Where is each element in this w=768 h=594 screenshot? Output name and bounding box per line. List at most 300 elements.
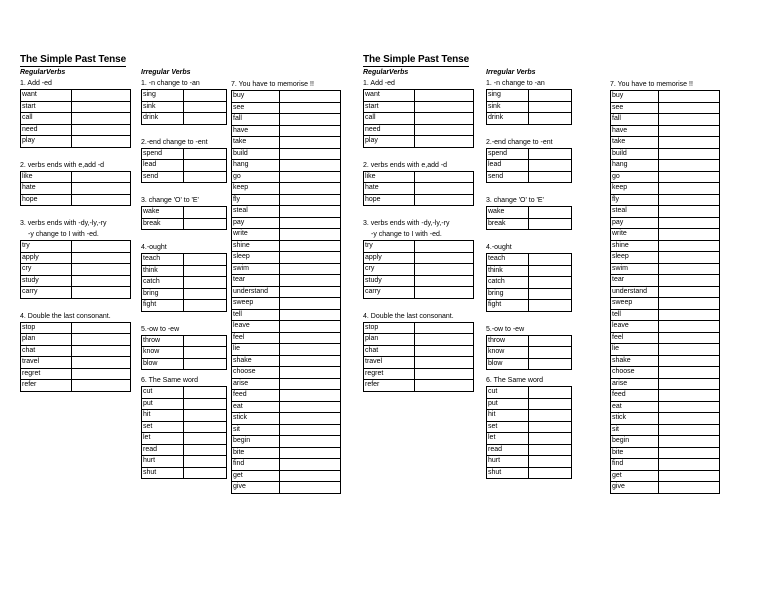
answer-cell[interactable] xyxy=(659,114,720,126)
answer-cell[interactable] xyxy=(72,136,131,148)
verb-cell: buy xyxy=(611,91,659,103)
answer-cell[interactable] xyxy=(184,398,227,410)
verb-cell: read xyxy=(487,444,529,456)
answer-cell[interactable] xyxy=(280,252,341,264)
answer-cell[interactable] xyxy=(184,277,227,289)
answer-cell[interactable] xyxy=(529,410,572,422)
verb-cell: like xyxy=(21,171,72,183)
answer-cell[interactable] xyxy=(280,321,341,333)
answer-cell[interactable] xyxy=(184,300,227,312)
answer-cell[interactable] xyxy=(184,335,227,347)
regular-verbs-column xyxy=(363,68,474,392)
verb-cell: drink xyxy=(142,113,184,125)
verb-cell: understand xyxy=(611,286,659,298)
verb-cell: send xyxy=(142,171,184,183)
answer-cell[interactable] xyxy=(415,90,474,102)
answer-cell[interactable] xyxy=(280,413,341,425)
answer-cell[interactable] xyxy=(72,368,131,380)
verb-cell: let xyxy=(487,433,529,445)
verb-row xyxy=(142,288,227,300)
verb-row xyxy=(142,277,227,289)
answer-cell[interactable] xyxy=(415,113,474,125)
answer-cell[interactable] xyxy=(659,160,720,172)
answer-cell[interactable] xyxy=(659,217,720,229)
answer-cell[interactable] xyxy=(529,347,572,359)
verb-row xyxy=(611,309,720,321)
answer-cell[interactable] xyxy=(415,334,474,346)
verb-cell: refer xyxy=(21,380,72,392)
title-underline xyxy=(363,66,469,67)
answer-cell[interactable] xyxy=(415,124,474,136)
verb-table xyxy=(141,335,227,371)
answer-cell[interactable] xyxy=(529,444,572,456)
answer-cell[interactable] xyxy=(72,171,131,183)
verb-row xyxy=(611,436,720,448)
verb-row xyxy=(232,459,341,471)
verb-table xyxy=(363,171,474,207)
verb-cell: travel xyxy=(21,357,72,369)
answer-cell[interactable] xyxy=(659,355,720,367)
verb-row xyxy=(232,206,341,218)
verb-cell: shine xyxy=(232,240,280,252)
answer-cell[interactable] xyxy=(72,183,131,195)
group-heading: 4. Double the last consonant. xyxy=(20,312,111,320)
verb-row xyxy=(611,252,720,264)
verb-cell: teach xyxy=(142,254,184,266)
verb-row xyxy=(232,217,341,229)
verb-cell: start xyxy=(364,101,415,113)
answer-cell[interactable] xyxy=(280,344,341,356)
answer-cell[interactable] xyxy=(184,387,227,399)
answer-cell[interactable] xyxy=(529,288,572,300)
verb-cell: lie xyxy=(232,344,280,356)
answer-cell[interactable] xyxy=(529,148,572,160)
verb-cell: blow xyxy=(142,358,184,370)
answer-cell[interactable] xyxy=(659,321,720,333)
verb-cell: sweep xyxy=(232,298,280,310)
answer-cell[interactable] xyxy=(659,332,720,344)
answer-cell[interactable] xyxy=(184,171,227,183)
verb-row xyxy=(364,380,474,392)
answer-cell[interactable] xyxy=(659,436,720,448)
answer-cell[interactable] xyxy=(280,378,341,390)
answer-cell[interactable] xyxy=(280,148,341,160)
answer-cell[interactable] xyxy=(659,447,720,459)
answer-cell[interactable] xyxy=(659,240,720,252)
answer-cell[interactable] xyxy=(280,240,341,252)
answer-cell[interactable] xyxy=(280,309,341,321)
answer-cell[interactable] xyxy=(72,124,131,136)
answer-cell[interactable] xyxy=(280,286,341,298)
answer-cell[interactable] xyxy=(415,101,474,113)
answer-cell[interactable] xyxy=(415,136,474,148)
answer-cell[interactable] xyxy=(280,217,341,229)
answer-cell[interactable] xyxy=(72,322,131,334)
verb-row xyxy=(21,275,131,287)
verb-cell: steal xyxy=(232,206,280,218)
answer-cell[interactable] xyxy=(72,275,131,287)
answer-cell[interactable] xyxy=(415,368,474,380)
answer-cell[interactable] xyxy=(659,91,720,103)
verb-table xyxy=(486,253,572,312)
verb-row xyxy=(611,470,720,482)
verb-cell: lie xyxy=(611,344,659,356)
verb-row xyxy=(21,287,131,299)
verb-row xyxy=(21,368,131,380)
verb-cell: shine xyxy=(611,240,659,252)
answer-cell[interactable] xyxy=(659,286,720,298)
answer-cell[interactable] xyxy=(184,456,227,468)
answer-cell[interactable] xyxy=(184,410,227,422)
answer-cell[interactable] xyxy=(659,482,720,494)
answer-cell[interactable] xyxy=(529,218,572,230)
verb-row xyxy=(232,470,341,482)
verb-row xyxy=(487,160,572,172)
verb-cell: give xyxy=(611,482,659,494)
answer-cell[interactable] xyxy=(72,241,131,253)
answer-cell[interactable] xyxy=(415,171,474,183)
answer-cell[interactable] xyxy=(72,252,131,264)
answer-cell[interactable] xyxy=(72,101,131,113)
answer-cell[interactable] xyxy=(280,114,341,126)
group-heading: 6. The Same word xyxy=(141,377,199,384)
verb-row xyxy=(142,148,227,160)
group-heading: 6. The Same word xyxy=(486,377,544,384)
answer-cell[interactable] xyxy=(415,252,474,264)
answer-cell[interactable] xyxy=(659,102,720,114)
verb-cell: carry xyxy=(21,287,72,299)
verb-cell: throw xyxy=(142,335,184,347)
answer-cell[interactable] xyxy=(280,194,341,206)
answer-cell[interactable] xyxy=(280,125,341,137)
answer-cell[interactable] xyxy=(529,265,572,277)
verb-row xyxy=(21,90,131,102)
answer-cell[interactable] xyxy=(659,424,720,436)
answer-cell[interactable] xyxy=(415,345,474,357)
verb-cell: stick xyxy=(232,413,280,425)
answer-cell[interactable] xyxy=(280,298,341,310)
verb-row xyxy=(611,355,720,367)
verb-cell: take xyxy=(232,137,280,149)
answer-cell[interactable] xyxy=(659,344,720,356)
answer-cell[interactable] xyxy=(415,287,474,299)
verb-row xyxy=(21,322,131,334)
verb-row xyxy=(232,447,341,459)
answer-cell[interactable] xyxy=(280,91,341,103)
verb-row xyxy=(364,101,474,113)
irregular-verbs-heading: Irregular Verbs xyxy=(486,69,536,76)
verb-cell: sit xyxy=(232,424,280,436)
verb-row xyxy=(611,183,720,195)
group-heading: 2.-end change to -ent xyxy=(141,138,208,146)
answer-cell[interactable] xyxy=(659,459,720,471)
answer-cell[interactable] xyxy=(280,229,341,241)
verb-row xyxy=(142,101,227,113)
verb-row xyxy=(232,125,341,137)
answer-cell[interactable] xyxy=(72,345,131,357)
verb-row xyxy=(611,344,720,356)
answer-cell[interactable] xyxy=(280,482,341,494)
answer-cell[interactable] xyxy=(280,367,341,379)
answer-cell[interactable] xyxy=(659,401,720,413)
verb-cell: keep xyxy=(611,183,659,195)
answer-cell[interactable] xyxy=(184,113,227,125)
answer-cell[interactable] xyxy=(529,254,572,266)
answer-cell[interactable] xyxy=(184,433,227,445)
answer-cell[interactable] xyxy=(280,436,341,448)
answer-cell[interactable] xyxy=(184,444,227,456)
answer-cell[interactable] xyxy=(184,207,227,219)
verb-row xyxy=(232,114,341,126)
answer-cell[interactable] xyxy=(529,456,572,468)
verb-cell: see xyxy=(232,102,280,114)
group-heading: 1. Add -ed xyxy=(20,80,52,87)
answer-cell[interactable] xyxy=(72,380,131,392)
answer-cell[interactable] xyxy=(659,252,720,264)
answer-cell[interactable] xyxy=(415,241,474,253)
verb-row xyxy=(232,229,341,241)
answer-cell[interactable] xyxy=(659,206,720,218)
answer-cell[interactable] xyxy=(184,421,227,433)
answer-cell[interactable] xyxy=(659,298,720,310)
verb-row xyxy=(364,90,474,102)
answer-cell[interactable] xyxy=(280,137,341,149)
answer-cell[interactable] xyxy=(415,322,474,334)
verb-cell: put xyxy=(487,398,529,410)
answer-cell[interactable] xyxy=(280,183,341,195)
answer-cell[interactable] xyxy=(659,229,720,241)
answer-cell[interactable] xyxy=(659,390,720,402)
answer-cell[interactable] xyxy=(280,263,341,275)
answer-cell[interactable] xyxy=(280,160,341,172)
answer-cell[interactable] xyxy=(659,378,720,390)
verb-row xyxy=(364,194,474,206)
answer-cell[interactable] xyxy=(529,277,572,289)
verb-row xyxy=(142,387,227,399)
answer-cell[interactable] xyxy=(659,470,720,482)
irregular-verbs-heading: Irregular Verbs xyxy=(141,69,191,76)
answer-cell[interactable] xyxy=(184,90,227,102)
verb-cell: call xyxy=(21,113,72,125)
answer-cell[interactable] xyxy=(415,380,474,392)
answer-cell[interactable] xyxy=(529,101,572,113)
answer-cell[interactable] xyxy=(280,390,341,402)
answer-cell[interactable] xyxy=(72,264,131,276)
verb-cell: go xyxy=(232,171,280,183)
verb-table xyxy=(20,171,131,207)
verb-row xyxy=(232,401,341,413)
answer-cell[interactable] xyxy=(529,113,572,125)
verb-row xyxy=(611,275,720,287)
answer-cell[interactable] xyxy=(415,183,474,195)
group-heading: 7. You have to memorise !! xyxy=(231,81,314,88)
verb-cell: hit xyxy=(142,410,184,422)
answer-cell[interactable] xyxy=(659,125,720,137)
verb-cell: hate xyxy=(21,183,72,195)
verb-cell: bite xyxy=(232,447,280,459)
verb-row xyxy=(611,263,720,275)
answer-cell[interactable] xyxy=(659,309,720,321)
answer-cell[interactable] xyxy=(184,467,227,479)
verb-cell: pay xyxy=(232,217,280,229)
verb-row xyxy=(21,136,131,148)
verb-row xyxy=(232,263,341,275)
verb-row xyxy=(611,367,720,379)
answer-cell[interactable] xyxy=(529,433,572,445)
answer-cell[interactable] xyxy=(280,447,341,459)
answer-cell[interactable] xyxy=(659,171,720,183)
answer-cell[interactable] xyxy=(184,288,227,300)
group-heading: 1. Add -ed xyxy=(363,80,395,87)
verb-cell: cry xyxy=(364,264,415,276)
answer-cell[interactable] xyxy=(659,148,720,160)
answer-cell[interactable] xyxy=(529,171,572,183)
answer-cell[interactable] xyxy=(280,401,341,413)
answer-cell[interactable] xyxy=(415,194,474,206)
verb-row xyxy=(21,334,131,346)
verb-cell: have xyxy=(232,125,280,137)
verb-cell: wake xyxy=(487,207,529,219)
verb-cell: like xyxy=(364,171,415,183)
verb-cell: teach xyxy=(487,254,529,266)
verb-cell: catch xyxy=(487,277,529,289)
answer-cell[interactable] xyxy=(184,160,227,172)
answer-cell[interactable] xyxy=(529,398,572,410)
verb-row xyxy=(21,101,131,113)
verb-cell: shut xyxy=(487,467,529,479)
answer-cell[interactable] xyxy=(184,101,227,113)
answer-cell[interactable] xyxy=(529,90,572,102)
verb-row xyxy=(364,136,474,148)
verb-cell: fly xyxy=(611,194,659,206)
answer-cell[interactable] xyxy=(280,355,341,367)
answer-cell[interactable] xyxy=(529,160,572,172)
group-heading: 5.-ow to -ew xyxy=(486,325,525,333)
answer-cell[interactable] xyxy=(529,467,572,479)
answer-cell[interactable] xyxy=(659,183,720,195)
verb-row xyxy=(487,277,572,289)
answer-cell[interactable] xyxy=(529,207,572,219)
answer-cell[interactable] xyxy=(659,367,720,379)
answer-cell[interactable] xyxy=(529,387,572,399)
verb-cell: fly xyxy=(232,194,280,206)
answer-cell[interactable] xyxy=(184,265,227,277)
verb-cell: sit xyxy=(611,424,659,436)
verb-row xyxy=(364,183,474,195)
verb-row xyxy=(232,102,341,114)
answer-cell[interactable] xyxy=(184,254,227,266)
answer-cell[interactable] xyxy=(72,194,131,206)
verb-cell: travel xyxy=(364,357,415,369)
verb-row xyxy=(611,447,720,459)
answer-cell[interactable] xyxy=(72,113,131,125)
answer-cell[interactable] xyxy=(184,218,227,230)
verb-cell: throw xyxy=(487,335,529,347)
answer-cell[interactable] xyxy=(280,275,341,287)
answer-cell[interactable] xyxy=(72,357,131,369)
verb-row xyxy=(611,194,720,206)
answer-cell[interactable] xyxy=(415,264,474,276)
verb-cell: swim xyxy=(232,263,280,275)
group-heading: 3. change 'O' to 'E' xyxy=(486,197,544,204)
answer-cell[interactable] xyxy=(280,332,341,344)
verb-row xyxy=(487,90,572,102)
verb-cell: read xyxy=(142,444,184,456)
verb-row xyxy=(21,357,131,369)
answer-cell[interactable] xyxy=(280,102,341,114)
verb-cell: find xyxy=(232,459,280,471)
group-heading: 4. Double the last consonant. xyxy=(363,312,454,320)
verb-cell: feel xyxy=(232,332,280,344)
answer-cell[interactable] xyxy=(280,206,341,218)
answer-cell[interactable] xyxy=(529,335,572,347)
verb-row xyxy=(142,171,227,183)
answer-cell[interactable] xyxy=(659,275,720,287)
answer-cell[interactable] xyxy=(529,300,572,312)
verb-cell: eat xyxy=(232,401,280,413)
answer-cell[interactable] xyxy=(659,263,720,275)
answer-cell[interactable] xyxy=(72,287,131,299)
verb-cell: shake xyxy=(611,355,659,367)
verb-table xyxy=(610,90,720,494)
answer-cell[interactable] xyxy=(415,357,474,369)
answer-cell[interactable] xyxy=(529,421,572,433)
answer-cell[interactable] xyxy=(280,171,341,183)
verb-row xyxy=(611,217,720,229)
verb-cell: sleep xyxy=(232,252,280,264)
verb-row xyxy=(364,368,474,380)
answer-cell[interactable] xyxy=(184,358,227,370)
verb-cell: bite xyxy=(611,447,659,459)
verb-row xyxy=(611,298,720,310)
answer-cell[interactable] xyxy=(415,275,474,287)
verb-cell: tear xyxy=(232,275,280,287)
answer-cell[interactable] xyxy=(184,347,227,359)
verb-table xyxy=(231,90,341,494)
answer-cell[interactable] xyxy=(659,413,720,425)
verb-row xyxy=(364,275,474,287)
answer-cell[interactable] xyxy=(72,334,131,346)
answer-cell[interactable] xyxy=(280,470,341,482)
verb-cell: choose xyxy=(232,367,280,379)
answer-cell[interactable] xyxy=(529,358,572,370)
answer-cell[interactable] xyxy=(280,424,341,436)
verb-row xyxy=(232,482,341,494)
verb-cell: leave xyxy=(611,321,659,333)
verb-row xyxy=(232,275,341,287)
verb-row xyxy=(232,367,341,379)
verb-cell: lead xyxy=(142,160,184,172)
answer-cell[interactable] xyxy=(659,137,720,149)
verb-row xyxy=(21,380,131,392)
verb-row xyxy=(364,113,474,125)
verb-row xyxy=(487,113,572,125)
verb-table xyxy=(141,253,227,312)
answer-cell[interactable] xyxy=(659,194,720,206)
answer-cell[interactable] xyxy=(184,148,227,160)
verb-cell: write xyxy=(611,229,659,241)
verb-cell: plan xyxy=(21,334,72,346)
verb-table xyxy=(141,206,227,230)
answer-cell[interactable] xyxy=(280,459,341,471)
verb-cell: plan xyxy=(364,334,415,346)
verb-cell: sing xyxy=(487,90,529,102)
verb-row xyxy=(487,171,572,183)
verb-table xyxy=(363,322,474,392)
verb-row xyxy=(487,218,572,230)
verb-row xyxy=(364,252,474,264)
answer-cell[interactable] xyxy=(72,90,131,102)
